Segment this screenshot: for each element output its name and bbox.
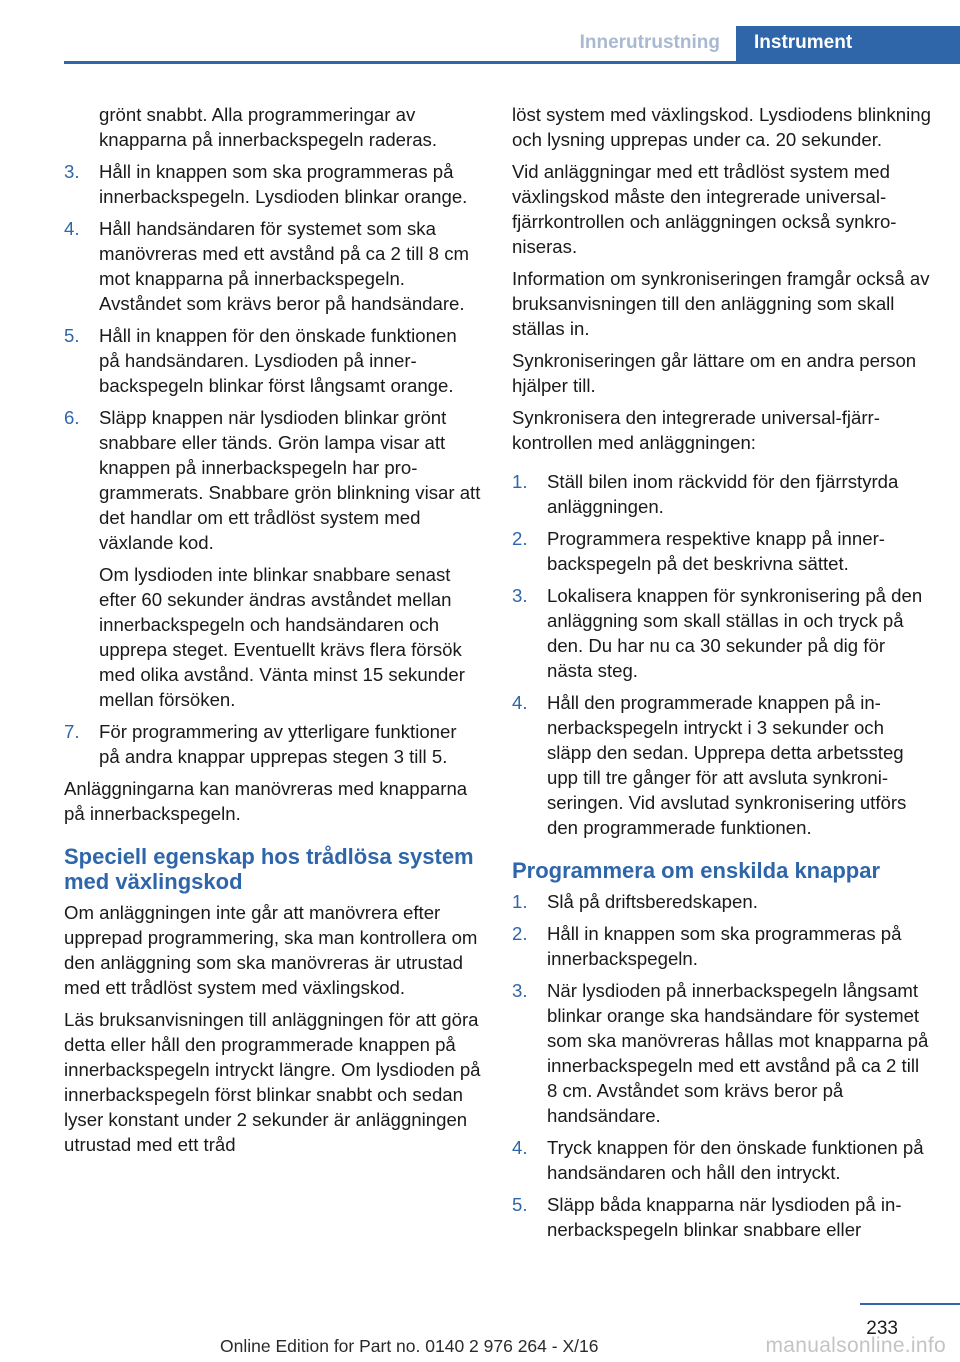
section-heading-reprogram: Programmera om enskilda knappar [512,858,881,883]
list-item [64,405,482,712]
list-item [512,978,932,1128]
footer-rule [860,1303,960,1305]
step-text: Lokalisera knappen för synkronisering på den anläggning som skall ställas in och tryck på den. Du har nu ca 30 sekunder på dig för nästa steg. [547,585,923,681]
right-column [512,102,932,1249]
step-text: Ställ bilen inom räckvidd för den fjärrstyrda anläggningen. [547,471,899,517]
step-text: Håll in knappen som ska programmeras på innerbackspegeln. Lysdioden blinkar orange. [99,161,468,207]
programming-steps [64,159,482,769]
left-column [64,102,482,1164]
step-number: 5. [64,325,80,346]
step-text: Programmera respektive knapp på innerbackspegeln på det beskrivna sättet. [547,528,885,574]
step-number: 3. [64,161,80,182]
step-number: 4. [512,692,528,713]
step-text: Släpp knappen när lysdioden blinkar grönt snabbare eller tänds. Grön lampa visar att knappen på innerbackspegeln har programmerats. Snabbare grön blinkning visar att det handlar om ett trådlöst system med växlande kod. [99,407,481,553]
header-chapter-tab: Instrument [736,26,960,62]
list-item [512,583,932,683]
list-item [512,690,932,840]
step-text: Håll den programmerade knappen på innerbackspegeln intryckt i 3 sekunder och släpp den sedan. Upprepa detta arbetssteg upp till tre gånger för att avsluta synkroniseringen. Vid avslutad synkronisering utförs den programmerade funktionen. [547,692,907,838]
step-continuation: Om lysdioden inte blinkar snabbare senast efter 60 sekunder ändras avståndet mellan innerbackspegeln och handsändaren och upprepa steget. Eventuellt krävs flera försök med olika avstånd. Vänta minst 15 sekunder mellan försöken. [99,564,465,710]
step-text: Släpp båda knapparna när lysdioden på innerbackspegeln blinkar snabbare eller [547,1194,902,1240]
paragraph: Vid anläggningar med ett trådlöst system med växlingskod måste den integrerade universalfjärrkontrollen och anläggningen också synkroniseras. [512,161,897,257]
step-text: Slå på driftsberedskapen. [547,891,758,912]
list-item [512,1135,932,1185]
section-heading-rolling-code: Speciell egenskap hos trådlösa system med växlingskod [64,844,474,894]
list-item [64,159,482,209]
header-rule [64,61,960,64]
step-number: 7. [64,721,80,742]
list-item [64,216,482,316]
step-number: 5. [512,1194,528,1215]
list-item [64,323,482,398]
step-number: 1. [512,891,528,912]
list-item [512,1192,932,1242]
intro-continuation: grönt snabbt. Alla programmeringar av knapparna på innerbackspegeln raderas. [99,104,438,150]
step-number: 2. [512,923,528,944]
step-number: 1. [512,471,528,492]
paragraph: Om anläggningen inte går att manövrera efter upprepad programmering, ska man kontrollera om den anläggning som ska manövreras är utrustad med ett trådlöst system med växlingskod. [64,902,478,998]
list-item [64,719,482,769]
step-number: 4. [64,218,80,239]
step-number: 3. [512,585,528,606]
paragraph: Läs bruksanvisningen till anläggningen för att göra detta eller håll den programmerade knappen på innerbackspegeln intryckt längre. Om lysdioden på innerbackspegeln först blinkar snabbt och sedan lyser konstant under 2 sekunder är anläggningen utrustad med ett tråd [64,1009,481,1155]
header-tabs [580,26,960,62]
step-text: Håll handsändaren för systemet som ska manövreras med ett avstånd på ca 2 till 8 cm mot knapparna på innerbackspegeln. Avståndet som krävs beror på handsändare. [99,218,469,314]
step-number: 2. [512,528,528,549]
header-section-tab: Innerutrustning [580,26,736,62]
paragraph: Synkronisera den integrerade universal-fjärrkontrollen med anläggningen: [512,407,880,453]
paragraph: Information om synkroniseringen framgår också av bruksanvisningen till den anläggning som skall ställas in. [512,268,930,339]
step-text: När lysdioden på innerbackspegeln långsamt blinkar orange ska handsändare för systemet som ska manövreras hållas mot knapparna på innerbackspegeln med ett avstånd på ca 2 till 8 cm. Avståndet som krävs beror på handsändare. [547,980,929,1126]
list-item [512,526,932,576]
sync-steps [512,469,932,840]
step-text: Håll in knappen som ska programmeras på innerbackspegeln. [547,923,902,969]
step-text: Håll in knappen för den önskade funktionen på handsändaren. Lysdioden på innerbackspegeln blinkar först långsamt orange. [99,325,457,396]
list-item [512,469,932,519]
paragraph: löst system med växlingskod. Lysdiodens blinkning och lysning upprepas under ca. 20 sekunder. [512,104,931,150]
list-item [512,921,932,971]
reprogram-steps [512,889,932,1242]
step-number: 6. [64,407,80,428]
after-steps-text: Anläggningarna kan manövreras med knapparna på innerbackspegeln. [64,778,468,824]
list-item [512,889,932,914]
step-text: Tryck knappen för den önskade funktionen på handsändaren och håll den intryckt. [547,1137,924,1183]
watermark: manualsonline.info [765,1334,946,1357]
paragraph: Synkroniseringen går lättare om en andra person hjälper till. [512,350,917,396]
page-number: 233 [866,1318,898,1339]
step-text: För programmering av ytterligare funktioner på andra knappar upprepas stegen 3 till 5. [99,721,457,767]
step-number: 4. [512,1137,528,1158]
edition-footer: Online Edition for Part no. 0140 2 976 264 - X/16 [220,1336,599,1356]
step-number: 3. [512,980,528,1001]
